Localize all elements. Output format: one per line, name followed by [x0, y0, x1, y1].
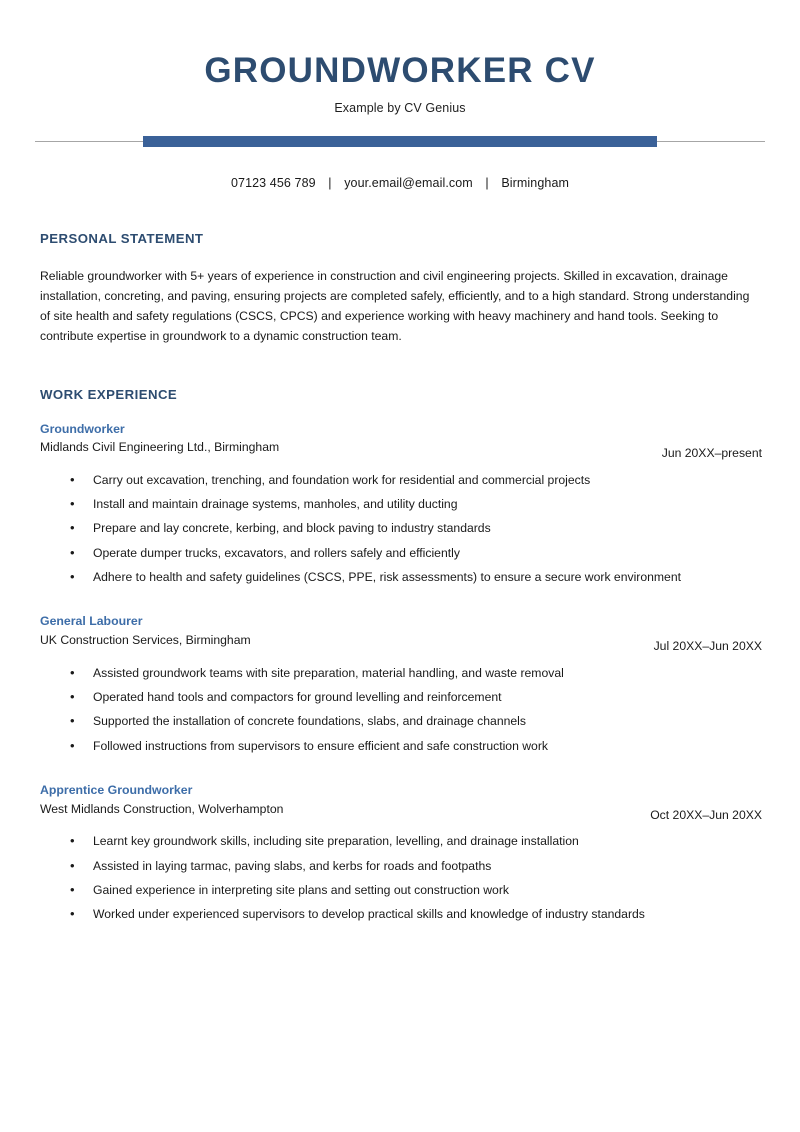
job-bullet: • Operated hand tools and compactors for ground levelling and reinforcement	[40, 688, 762, 707]
personal-statement-text: Reliable groundworker with 5+ years of experience in construction and civil engineering projects. Skilled in excavation, drainage installation, concreting, and paving, ensuring projects are completed safely, efficiently, and to a high standard. Strong understanding of site health and safety regulations (CSCS, CPCS) and experience working with heavy machinery and hand tools. Seeking to contribute expertise in groundwork to a dynamic construction team.	[40, 268, 750, 344]
job-company: UK Construction Services, Birmingham	[40, 633, 251, 648]
section-work-experience	[40, 387, 762, 925]
job-company: West Midlands Construction, Wolverhampton	[40, 801, 284, 816]
job-company: Midlands Civil Engineering Ltd., Birmingham	[40, 440, 280, 455]
job-header	[40, 422, 762, 462]
work-experience-entry	[40, 783, 762, 925]
job-bullet: • Operate dumper trucks, excavators, and rollers safely and efficiently	[40, 544, 762, 563]
job-bullet: • Assisted in laying tarmac, paving slabs, and kerbs for roads and footpaths	[40, 857, 762, 876]
job-bullet-list	[40, 664, 762, 756]
section-personal-statement	[40, 231, 762, 347]
contact-separator-1: |	[328, 175, 332, 190]
job-bullet: • Install and maintain drainage systems, manholes, and utility ducting	[40, 495, 762, 514]
cv-header	[0, 0, 800, 115]
section-heading-personal-statement: PERSONAL STATEMENT	[40, 230, 204, 246]
divider-accent-bar	[143, 136, 657, 147]
job-dates: Oct 20XX–Jun 20XX	[650, 807, 762, 822]
job-header	[40, 783, 762, 823]
job-dates: Jun 20XX–present	[661, 446, 762, 461]
contact-email: your.email@email.com	[344, 175, 473, 190]
page-title: GROUNDWORKER CV	[204, 51, 596, 90]
section-heading-work-experience: WORK EXPERIENCE	[40, 386, 178, 402]
contact-phone: 07123 456 789	[230, 175, 316, 190]
contact-line	[0, 176, 800, 190]
job-bullet: • Prepare and lay concrete, kerbing, and block paving to industry standards	[40, 519, 762, 538]
job-title: General Labourer	[40, 614, 143, 629]
job-header	[40, 614, 762, 654]
job-bullet: • Supported the installation of concrete foundations, slabs, and drainage channels	[40, 712, 762, 731]
job-bullet: • Learnt key groundwork skills, including site preparation, levelling, and drainage installation	[40, 832, 762, 851]
job-meta-row	[40, 439, 762, 461]
job-bullet: • Carry out excavation, trenching, and foundation work for residential and commercial projects	[40, 471, 762, 490]
job-bullet: • Followed instructions from supervisors to ensure efficient and safe construction work	[40, 737, 762, 756]
header-divider	[0, 136, 800, 148]
contact-separator-2: |	[485, 175, 489, 190]
job-title: Apprentice Groundworker	[40, 782, 193, 797]
job-bullet-list	[40, 832, 762, 924]
job-dates: Jul 20XX–Jun 20XX	[653, 639, 762, 654]
job-bullet: • Worked under experienced supervisors to develop practical skills and knowledge of industry standards	[40, 905, 762, 924]
job-meta-row	[40, 801, 762, 823]
job-meta-row	[40, 632, 762, 654]
cv-subtitle: Example by CV Genius	[334, 100, 466, 115]
work-experience-entry	[40, 614, 762, 756]
job-bullet-list	[40, 471, 762, 587]
job-bullet: • Gained experience in interpreting site plans and setting out construction work	[40, 881, 762, 900]
cv-body	[0, 231, 800, 925]
job-bullet: • Assisted groundwork teams with site preparation, material handling, and waste removal	[40, 664, 762, 683]
job-title: Groundworker	[40, 421, 125, 436]
job-bullet: • Adhere to health and safety guidelines (CSCS, PPE, risk assessments) to ensure a secure work environment	[40, 568, 762, 587]
contact-location: Birmingham	[501, 175, 570, 190]
work-experience-entry	[40, 422, 762, 588]
